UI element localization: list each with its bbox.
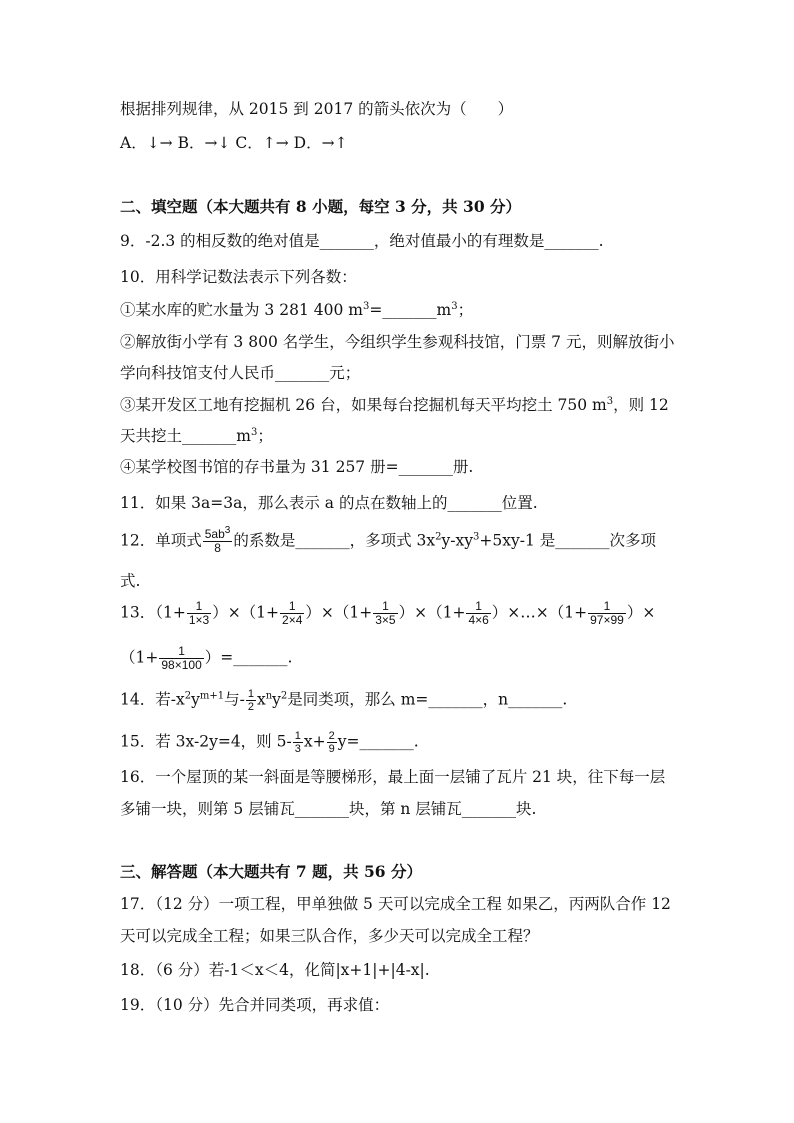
question-16-line-2: 多铺一块，则第 5 层铺瓦_______块，第 n 层铺瓦_______块. (120, 800, 537, 818)
question-10-item-3-line-2: 天共挖土$\_\_\_\_\_\_\_m^3$； (120, 426, 273, 445)
question-12-line-1: 12．单项式 $\frac{5ab^3}{8}$ 的系数是_______，多项式 $3x^2y-xy^3+5xy-1$ 是_______次多项 (120, 525, 656, 556)
question-11: 11．如果 3a=3a，那么表示 a 的点在数轴上的_______位置. (120, 494, 538, 512)
question-14: 14．若$-x^2y^{m+1}$与- $\frac{1}{2}$ $x^ny^2$是同类项，那么 m=_______，n_______. (120, 688, 568, 714)
question-15: 15．若 3x-2y=4，则 5- $\frac{1}{3}$ x+ $\frac{2}{9}$ y=_______. (120, 730, 419, 756)
question-12-line-2: 式. (120, 572, 141, 590)
section-2-heading: 二、填空题（本大题共有 8 小题，每空 3 分，共 30 分） (120, 197, 522, 216)
section-3-heading: 三、解答题（本大题共有 7 题，共 56 分） (120, 862, 422, 881)
question-10-title: 10．用科学记数法表示下列各数： (120, 268, 357, 286)
question-10-item-1: ①某水库的贮水量为 3 281 400 $m^3=\_\_\_\_\_\_\_m^3$； (120, 300, 474, 319)
fraction-1-over-2x4: $\frac{1}{2\times 4}$ (282, 599, 303, 628)
question-10-item-4: ④某学校图书馆的存书量为 31 257 册=_______册. (120, 458, 474, 476)
fraction-5ab3-over-8: $\frac{5ab^3}{8}$ (204, 525, 231, 556)
fraction-1-over-2: $\frac{1}{2}$ (247, 688, 254, 714)
fraction-1-over-3x5: $\frac{1}{3\times 5}$ (375, 599, 396, 628)
fraction-2-over-9: $\frac{2}{9}$ (328, 730, 335, 756)
question-10-item-2-line-2: 学向科技馆支付人民币_______元； (120, 364, 361, 382)
question-9: 9．-2.3 的相反数的绝对值是_______，绝对值最小的有理数是_______. (120, 232, 604, 250)
fraction-1-over-1x3: $\frac{1}{1\times 3}$ (188, 599, 210, 628)
question-13-line-2: （1+ $\frac{1}{98\times 100}$ ）=_______. (120, 644, 293, 673)
question-16-line-1: 16．一个屋顶的某一斜面是等腰梯形，最上面一层铺了瓦片 21 块，往下每一层 (120, 768, 666, 786)
question-10-item-3-line-1: ③某开发区工地有挖掘机 26 台，如果每台挖掘机每天平均挖土 750 $m^3$，则 12 (120, 395, 669, 414)
fraction-1-over-98x100: $\frac{1}{98\times 100}$ (161, 644, 202, 673)
question-8-stem: 根据排列规律，从 2015 到 2017 的箭头依次为（ ） (120, 100, 514, 118)
question-19: 19．（10 分）先合并同类项，再求值： (120, 996, 390, 1014)
question-13-line-1: 13．（1+ $\frac{1}{1\times 3}$ ）×（1+ $\frac{1}{2\times 4}$ ）×（1+ $\frac{1}{3\times 5}$ ）×（1+ $\frac{1}{4\times 6}$ ）×…×（1+ $\frac{1}{97\times 99}$ ）× (120, 599, 656, 628)
fraction-1-over-3: $\frac{1}{3}$ (294, 730, 301, 756)
fraction-1-over-4x6: $\frac{1}{4\times 6}$ (468, 599, 489, 628)
question-17-line-2: 天可以完成全工程；如果三队合作，多少天可以完成全工程？ (120, 927, 539, 945)
question-17-line-1: 17．（12 分）一项工程，甲单独做 5 天可以完成全工程 如果乙，丙两队合作 12 (120, 895, 671, 913)
question-10-item-2-line-1: ②解放街小学有 3 800 名学生，今组织学生参观科技馆，门票 7 元，则解放街小 (120, 333, 675, 351)
question-18: 18．（6 分）若-1＜x＜4，化简|x+1|+|4-x|. (120, 961, 430, 979)
fraction-1-over-97x99: $\frac{1}{97\times 99}$ (590, 599, 624, 628)
question-8-options: A．↓→ B．→↓ C．↑→ D．→↑ (120, 134, 348, 152)
